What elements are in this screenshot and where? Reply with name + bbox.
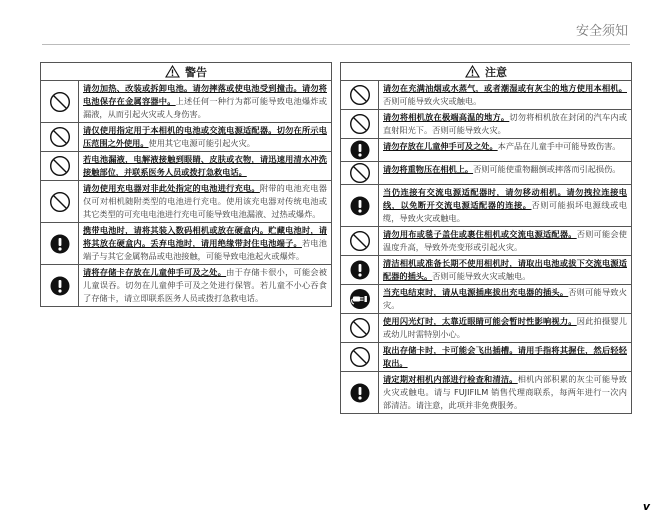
warning-item-text [79,223,331,264]
caution-triangle-icon [465,65,480,78]
caution-item-emphasis: 请勿存放在儿童伸手可及之处。 [383,141,498,151]
caution-item-emphasis: 使用闪光灯时，太靠近眼睛可能会暂时性影响视力。 [383,316,577,326]
warning-item-text [79,265,331,306]
prohibit-icon [341,162,379,184]
warning-item [41,81,331,123]
mandatory-icon [341,372,379,413]
warning-item-emphasis: 若电池漏液，电解液接触到眼睛、皮肤或衣物，请迅速用清水冲洗接触部位，并联系医务人员或拨打急救电话。 [83,154,327,177]
warning-item-detail: 附带的电池充电器仅可对相机随附类型的电池进行充电。使用该充电器对传统电池或其它类型的可充电电池进行充电可能导致电池漏液、过热或爆炸。 [83,183,327,219]
caution-item-detail: 否则可能导致火灾。 [383,287,627,310]
prohibit-icon [341,110,379,138]
warning-item [41,265,331,306]
prohibit-icon [41,152,79,180]
warning-item-emphasis: 请仅使用指定用于本相机的电池或交流电源适配器。切勿在所示电压范围之外使用。 [83,125,327,148]
warning-item [41,223,331,265]
mandatory-icon [41,265,79,306]
caution-item-text [379,139,631,161]
warning-triangle-icon [165,65,180,78]
warning-item-detail: 若电池端子与其它金属物品或电池接触，可能导致电池起火或爆炸。 [83,238,327,261]
prohibit-icon [341,314,379,342]
caution-item-emphasis: 取出存储卡时，卡可能会飞出插槽。请用手指将其握住，然后轻轻取出。 [383,345,627,368]
warning-header [41,63,331,81]
warning-item-emphasis: 请勿加热、改装或拆卸电池。请勿摔落或使电池受到撞击。请勿将电池保存在金属容器中。 [83,83,327,106]
prohibit-icon [41,81,79,122]
caution-item-text [379,185,631,226]
section-title: 安全须知 [575,24,628,39]
prohibit-icon [341,81,379,109]
mandatory-icon [41,223,79,264]
prohibit-icon [41,123,79,151]
caution-item-text [379,343,631,371]
caution-item-text [379,110,631,138]
caution-item [341,256,631,285]
caution-item-emphasis: 请勿在充满油烟或水蒸气，或者潮湿或有灰尘的地方使用本相机。 [383,83,627,93]
caution-item-emphasis: 请勿用布或毯子盖住或裹住相机或交流电源适配器。 [383,229,577,239]
warning-item-text [79,81,331,122]
warning-title: 警告 [185,65,207,79]
caution-item [341,110,631,139]
caution-item-text [379,285,631,313]
prohibit-icon [41,181,79,222]
caution-item [341,314,631,343]
caution-item-emphasis: 请定期对相机内部进行检查和清洁。 [383,374,518,384]
mandatory-icon [341,185,379,226]
warning-item-detail: 上述任何一种行为都可能导致电池爆炸或漏液，从而引起火灾或人身伤害。 [83,96,327,119]
caution-title: 注意 [485,65,507,79]
caution-header [341,63,631,81]
page-number: v [642,500,650,513]
warning-item [41,123,331,152]
caution-item [341,227,631,256]
caution-item-detail: 因此拍摄婴儿或幼儿时需特别小心。 [383,316,627,339]
warning-item-detail: 由于存储卡很小，可能会被儿童误吞。切勿在儿童伸手可及之处进行保管。若儿童不小心吞食了存储卡，请立即联系医务人员或拨打急救电话。 [83,267,327,303]
caution-item-emphasis: 请勿将相机放在极端高温的地方。 [383,112,510,122]
caution-item-emphasis: 请勿将重物压在相机上。 [383,164,474,174]
caution-item [341,81,631,110]
caution-item-detail: 否则可能会使温度升高，导致外壳变形或引起火灾。 [383,229,627,252]
caution-item [341,139,631,162]
caution-item-detail: 本产品在儿童手中可能导致伤害。 [497,141,621,151]
warning-item-emphasis: 携带电池时，请将其装入数码相机或放在硬盒内。贮藏电池时，请将其放在硬盒内。丢弃电池时，请用绝缘带封住电池端子。 [83,225,327,248]
caution-item-emphasis: 清洁相机或准备长期不使用相机时，请取出电池或拔下交流电源适配器的插头。 [383,258,627,281]
caution-item-detail: 否则可能使重物翻倒或摔落而引起损伤。 [473,164,621,174]
caution-table [340,62,632,414]
caution-item-detail: 否则可能导致火灾或触电。 [432,271,531,281]
caution-item-detail: 相机内部积累的灰尘可能导致火灾或触电。请与 FUJIFILM 销售代理商联系，每两年进行一次内部清洁。请注意，此项并非免费服务。 [383,374,627,410]
caution-item [341,343,631,372]
mandatory-icon [341,139,379,161]
warning-item-emphasis: 请勿使用充电器对非此处指定的电池进行充电。 [83,183,260,193]
caution-item-detail: 切勿将相机放在封闭的汽车内或直射阳光下。否则可能导致火灾。 [383,112,627,135]
header-divider [42,44,630,45]
caution-item-emphasis: 当仍连接有交流电源适配器时，请勿移动相机。请勿拽拉连接电线，以免断开交流电源适配器的连接。 [383,187,627,210]
caution-item-text [379,81,631,109]
caution-item [341,162,631,185]
caution-items [341,81,631,413]
caution-item-text [379,256,631,284]
warning-item [41,152,331,181]
caution-item-detail: 否则可能损坏电源线或电缆，导致火灾或触电。 [383,200,627,223]
warning-item-emphasis: 请将存储卡存放在儿童伸手可及之处。 [83,267,227,277]
warning-items [41,81,331,306]
caution-item-text [379,162,631,184]
caution-item [341,372,631,413]
caution-item-text [379,314,631,342]
caution-item [341,285,631,314]
prohibit-icon [341,227,379,255]
mandatory-icon [341,256,379,284]
warning-item-detail: 使用其它电源可能引起火灾。 [148,138,255,148]
warning-table [40,62,332,307]
warning-item-text [79,181,331,222]
prohibit-icon [341,343,379,371]
caution-item-text [379,372,631,413]
warning-item [41,181,331,223]
warning-item-text [79,123,331,151]
warning-item-text [79,152,331,180]
unplug-icon [341,285,379,313]
caution-item-text [379,227,631,255]
caution-item-emphasis: 当充电结束时，请从电源插座拔出充电器的插头。 [383,287,569,297]
caution-item [341,185,631,227]
caution-item-detail: 否则可能导致火灾或触电。 [383,96,482,106]
